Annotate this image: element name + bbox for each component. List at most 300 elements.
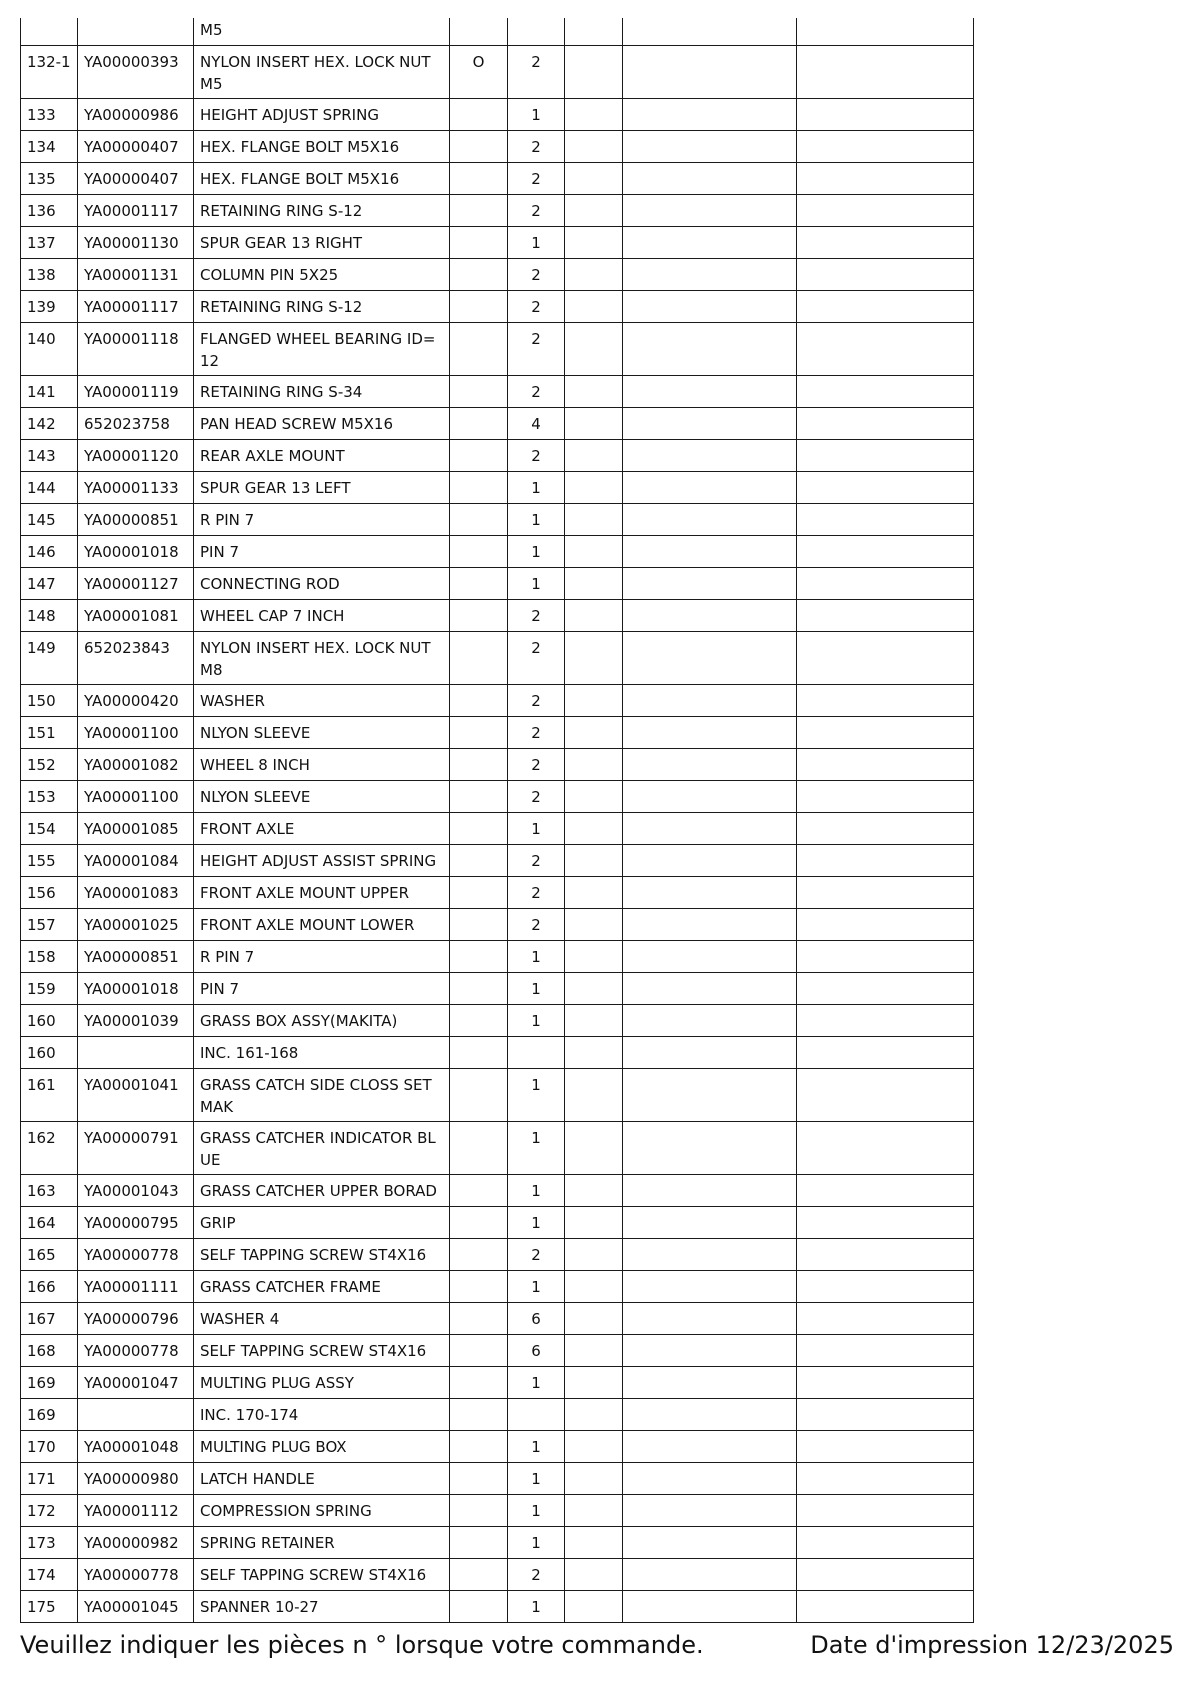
blank-cell-7 xyxy=(623,1494,797,1526)
quantity-cell: 1 xyxy=(508,1590,565,1622)
part-code-cell: YA00001118 xyxy=(78,322,194,375)
blank-cell-7 xyxy=(623,1590,797,1622)
blank-cell-6 xyxy=(565,439,623,471)
mark-cell xyxy=(450,1334,508,1366)
mark-cell xyxy=(450,1270,508,1302)
part-code-cell: YA00000982 xyxy=(78,1526,194,1558)
description-cell: SELF TAPPING SCREW ST4X16 xyxy=(194,1238,450,1270)
part-number-cell: 172 xyxy=(21,1494,78,1526)
table-row xyxy=(21,684,974,716)
description-cell: PIN 7 xyxy=(194,535,450,567)
blank-cell-8 xyxy=(797,1430,974,1462)
blank-cell-6 xyxy=(565,1302,623,1334)
quantity-cell: 2 xyxy=(508,162,565,194)
table-row xyxy=(21,1334,974,1366)
part-number-cell: 134 xyxy=(21,130,78,162)
blank-cell-7 xyxy=(623,226,797,258)
blank-cell-8 xyxy=(797,1398,974,1430)
table-row xyxy=(21,716,974,748)
blank-cell-7 xyxy=(623,375,797,407)
part-code-cell: YA00001025 xyxy=(78,908,194,940)
table-row xyxy=(21,1494,974,1526)
blank-cell-6 xyxy=(565,407,623,439)
part-code-cell: YA00000393 xyxy=(78,45,194,98)
mark-cell xyxy=(450,535,508,567)
quantity-cell: 2 xyxy=(508,599,565,631)
blank-cell-8 xyxy=(797,290,974,322)
parts-table xyxy=(20,18,974,1623)
part-code-cell: YA00001084 xyxy=(78,844,194,876)
table-row xyxy=(21,45,974,98)
part-code-cell: 652023758 xyxy=(78,407,194,439)
part-number-cell: 148 xyxy=(21,599,78,631)
part-code-cell: YA00000795 xyxy=(78,1206,194,1238)
part-number-cell: 145 xyxy=(21,503,78,535)
blank-cell-8 xyxy=(797,567,974,599)
blank-cell-8 xyxy=(797,599,974,631)
table-row xyxy=(21,535,974,567)
description-cell: INC. 170-174 xyxy=(194,1398,450,1430)
mark-cell xyxy=(450,1036,508,1068)
quantity-cell: 2 xyxy=(508,748,565,780)
table-row xyxy=(21,748,974,780)
description-cell: SPANNER 10-27 xyxy=(194,1590,450,1622)
table-row xyxy=(21,908,974,940)
description-cell: GRASS CATCHER INDICATOR BLUE xyxy=(194,1121,450,1174)
blank-cell-8 xyxy=(797,226,974,258)
blank-cell-8 xyxy=(797,1302,974,1334)
part-code-cell: YA00001045 xyxy=(78,1590,194,1622)
blank-cell-7 xyxy=(623,1558,797,1590)
part-number-cell: 142 xyxy=(21,407,78,439)
part-number-cell: 162 xyxy=(21,1121,78,1174)
mark-cell xyxy=(450,567,508,599)
blank-cell-6 xyxy=(565,940,623,972)
mark-cell xyxy=(450,439,508,471)
part-code-cell: YA00001047 xyxy=(78,1366,194,1398)
table-row xyxy=(21,1590,974,1622)
blank-cell-8 xyxy=(797,716,974,748)
blank-cell-8 xyxy=(797,130,974,162)
mark-cell xyxy=(450,631,508,684)
mark-cell xyxy=(450,716,508,748)
part-code-cell: YA00000851 xyxy=(78,503,194,535)
blank-cell-6 xyxy=(565,503,623,535)
mark-cell xyxy=(450,1004,508,1036)
part-code-cell: YA00000778 xyxy=(78,1558,194,1590)
blank-cell-8 xyxy=(797,439,974,471)
description-cell: MULTING PLUG ASSY xyxy=(194,1366,450,1398)
quantity-cell: 1 xyxy=(508,1004,565,1036)
part-code-cell: YA00001120 xyxy=(78,439,194,471)
blank-cell-6 xyxy=(565,908,623,940)
blank-cell-6 xyxy=(565,780,623,812)
blank-cell-7 xyxy=(623,535,797,567)
part-number-cell: 139 xyxy=(21,290,78,322)
blank-cell-6 xyxy=(565,1526,623,1558)
part-number-cell: 157 xyxy=(21,908,78,940)
blank-cell-8 xyxy=(797,812,974,844)
part-code-cell: YA00000986 xyxy=(78,98,194,130)
quantity-cell: 1 xyxy=(508,972,565,1004)
table-row xyxy=(21,940,974,972)
table-row xyxy=(21,194,974,226)
part-code-cell: YA00001048 xyxy=(78,1430,194,1462)
description-cell: LATCH HANDLE xyxy=(194,1462,450,1494)
description-cell: SELF TAPPING SCREW ST4X16 xyxy=(194,1334,450,1366)
mark-cell xyxy=(450,1174,508,1206)
quantity-cell xyxy=(508,1036,565,1068)
part-number-cell: 161 xyxy=(21,1068,78,1121)
table-row xyxy=(21,1430,974,1462)
part-code-cell: YA00001117 xyxy=(78,194,194,226)
blank-cell-8 xyxy=(797,162,974,194)
quantity-cell: 2 xyxy=(508,1558,565,1590)
mark-cell xyxy=(450,844,508,876)
part-number-cell: 175 xyxy=(21,1590,78,1622)
mark-cell xyxy=(450,1238,508,1270)
part-number-cell: 144 xyxy=(21,471,78,503)
blank-cell-6 xyxy=(565,290,623,322)
table-row xyxy=(21,1036,974,1068)
blank-cell-7 xyxy=(623,1334,797,1366)
description-cell: INC. 161-168 xyxy=(194,1036,450,1068)
table-row xyxy=(21,18,974,45)
blank-cell-6 xyxy=(565,599,623,631)
description-cell: M5 xyxy=(194,18,450,45)
part-code-cell xyxy=(78,1036,194,1068)
part-number-cell: 173 xyxy=(21,1526,78,1558)
part-code-cell: YA00001081 xyxy=(78,599,194,631)
blank-cell-7 xyxy=(623,439,797,471)
blank-cell-6 xyxy=(565,1036,623,1068)
blank-cell-7 xyxy=(623,1430,797,1462)
quantity-cell: 2 xyxy=(508,130,565,162)
part-number-cell: 152 xyxy=(21,748,78,780)
mark-cell xyxy=(450,1206,508,1238)
quantity-cell: 1 xyxy=(508,1068,565,1121)
blank-cell-8 xyxy=(797,1558,974,1590)
part-code-cell: YA00001119 xyxy=(78,375,194,407)
blank-cell-7 xyxy=(623,1036,797,1068)
description-cell: NYLON INSERT HEX. LOCK NUT M5 xyxy=(194,45,450,98)
blank-cell-8 xyxy=(797,503,974,535)
part-number-cell: 133 xyxy=(21,98,78,130)
table-row xyxy=(21,375,974,407)
blank-cell-6 xyxy=(565,1004,623,1036)
part-number-cell: 174 xyxy=(21,1558,78,1590)
description-cell: CONNECTING ROD xyxy=(194,567,450,599)
description-cell: SELF TAPPING SCREW ST4X16 xyxy=(194,1558,450,1590)
blank-cell-7 xyxy=(623,1302,797,1334)
description-cell: HEX. FLANGE BOLT M5X16 xyxy=(194,130,450,162)
description-cell: GRASS CATCHER UPPER BORAD xyxy=(194,1174,450,1206)
table-row xyxy=(21,1270,974,1302)
quantity-cell: 2 xyxy=(508,194,565,226)
part-number-cell: 136 xyxy=(21,194,78,226)
description-cell: PIN 7 xyxy=(194,972,450,1004)
blank-cell-6 xyxy=(565,226,623,258)
blank-cell-8 xyxy=(797,1238,974,1270)
description-cell: WHEEL 8 INCH xyxy=(194,748,450,780)
blank-cell-7 xyxy=(623,716,797,748)
description-cell: R PIN 7 xyxy=(194,940,450,972)
description-cell: SPUR GEAR 13 RIGHT xyxy=(194,226,450,258)
description-cell: RETAINING RING S-12 xyxy=(194,290,450,322)
mark-cell xyxy=(450,1068,508,1121)
description-cell: NYLON INSERT HEX. LOCK NUT M8 xyxy=(194,631,450,684)
blank-cell-7 xyxy=(623,322,797,375)
quantity-cell xyxy=(508,18,565,45)
table-row xyxy=(21,972,974,1004)
part-code-cell: YA00001100 xyxy=(78,716,194,748)
order-instruction-note: Veuillez indiquer les pièces n ° lorsque votre commande. xyxy=(20,1631,704,1659)
description-cell: WASHER xyxy=(194,684,450,716)
table-row xyxy=(21,1398,974,1430)
blank-cell-6 xyxy=(565,876,623,908)
description-cell: WHEEL CAP 7 INCH xyxy=(194,599,450,631)
table-row xyxy=(21,1526,974,1558)
table-row xyxy=(21,1206,974,1238)
table-row xyxy=(21,1238,974,1270)
blank-cell-8 xyxy=(797,1036,974,1068)
part-number-cell: 159 xyxy=(21,972,78,1004)
table-row xyxy=(21,226,974,258)
blank-cell-8 xyxy=(797,535,974,567)
blank-cell-6 xyxy=(565,45,623,98)
blank-cell-8 xyxy=(797,780,974,812)
part-number-cell: 147 xyxy=(21,567,78,599)
quantity-cell: 2 xyxy=(508,375,565,407)
part-number-cell: 151 xyxy=(21,716,78,748)
part-code-cell: YA00001127 xyxy=(78,567,194,599)
description-cell: R PIN 7 xyxy=(194,503,450,535)
part-code-cell: 652023843 xyxy=(78,631,194,684)
quantity-cell: 2 xyxy=(508,322,565,375)
blank-cell-8 xyxy=(797,18,974,45)
blank-cell-6 xyxy=(565,631,623,684)
blank-cell-6 xyxy=(565,1068,623,1121)
description-cell: GRASS CATCH SIDE CLOSS SET MAK xyxy=(194,1068,450,1121)
blank-cell-8 xyxy=(797,1121,974,1174)
part-code-cell: YA00000851 xyxy=(78,940,194,972)
blank-cell-6 xyxy=(565,1121,623,1174)
blank-cell-6 xyxy=(565,322,623,375)
blank-cell-8 xyxy=(797,471,974,503)
blank-cell-6 xyxy=(565,684,623,716)
mark-cell xyxy=(450,226,508,258)
blank-cell-7 xyxy=(623,599,797,631)
part-code-cell: YA00001041 xyxy=(78,1068,194,1121)
blank-cell-7 xyxy=(623,972,797,1004)
blank-cell-8 xyxy=(797,1068,974,1121)
blank-cell-6 xyxy=(565,535,623,567)
blank-cell-7 xyxy=(623,1004,797,1036)
parts-table-body xyxy=(21,18,974,1622)
mark-cell xyxy=(450,1302,508,1334)
blank-cell-7 xyxy=(623,631,797,684)
mark-cell xyxy=(450,1590,508,1622)
part-number-cell: 155 xyxy=(21,844,78,876)
blank-cell-8 xyxy=(797,1494,974,1526)
description-cell: SPRING RETAINER xyxy=(194,1526,450,1558)
part-code-cell xyxy=(78,18,194,45)
blank-cell-8 xyxy=(797,1206,974,1238)
mark-cell xyxy=(450,1526,508,1558)
table-row xyxy=(21,1462,974,1494)
blank-cell-7 xyxy=(623,908,797,940)
blank-cell-6 xyxy=(565,1558,623,1590)
quantity-cell: 1 xyxy=(508,940,565,972)
mark-cell xyxy=(450,375,508,407)
mark-cell xyxy=(450,130,508,162)
blank-cell-6 xyxy=(565,18,623,45)
blank-cell-8 xyxy=(797,45,974,98)
blank-cell-8 xyxy=(797,258,974,290)
blank-cell-6 xyxy=(565,1206,623,1238)
blank-cell-6 xyxy=(565,1174,623,1206)
blank-cell-8 xyxy=(797,1366,974,1398)
mark-cell xyxy=(450,503,508,535)
table-row xyxy=(21,1174,974,1206)
blank-cell-7 xyxy=(623,1462,797,1494)
blank-cell-7 xyxy=(623,567,797,599)
quantity-cell: 4 xyxy=(508,407,565,439)
mark-cell xyxy=(450,290,508,322)
mark-cell xyxy=(450,599,508,631)
part-number-cell: 158 xyxy=(21,940,78,972)
table-row xyxy=(21,471,974,503)
blank-cell-8 xyxy=(797,1174,974,1206)
blank-cell-7 xyxy=(623,1398,797,1430)
blank-cell-6 xyxy=(565,130,623,162)
blank-cell-6 xyxy=(565,1494,623,1526)
quantity-cell: 2 xyxy=(508,780,565,812)
blank-cell-8 xyxy=(797,908,974,940)
mark-cell xyxy=(450,407,508,439)
mark-cell xyxy=(450,1366,508,1398)
blank-cell-7 xyxy=(623,1174,797,1206)
quantity-cell: 1 xyxy=(508,471,565,503)
blank-cell-8 xyxy=(797,1462,974,1494)
part-number-cell: 164 xyxy=(21,1206,78,1238)
part-code-cell: YA00001018 xyxy=(78,972,194,1004)
blank-cell-6 xyxy=(565,812,623,844)
table-row xyxy=(21,503,974,535)
blank-cell-7 xyxy=(623,684,797,716)
blank-cell-6 xyxy=(565,1430,623,1462)
description-cell: FRONT AXLE xyxy=(194,812,450,844)
part-code-cell: YA00000420 xyxy=(78,684,194,716)
table-row xyxy=(21,258,974,290)
part-number-cell: 141 xyxy=(21,375,78,407)
description-cell: GRASS BOX ASSY(MAKITA) xyxy=(194,1004,450,1036)
blank-cell-7 xyxy=(623,471,797,503)
quantity-cell: 1 xyxy=(508,567,565,599)
part-number-cell: 143 xyxy=(21,439,78,471)
mark-cell xyxy=(450,471,508,503)
blank-cell-7 xyxy=(623,258,797,290)
table-row xyxy=(21,1302,974,1334)
blank-cell-7 xyxy=(623,748,797,780)
mark-cell xyxy=(450,876,508,908)
description-cell: RETAINING RING S-34 xyxy=(194,375,450,407)
quantity-cell: 2 xyxy=(508,844,565,876)
blank-cell-8 xyxy=(797,940,974,972)
blank-cell-6 xyxy=(565,748,623,780)
table-row xyxy=(21,1121,974,1174)
part-code-cell: YA00001100 xyxy=(78,780,194,812)
table-row xyxy=(21,876,974,908)
table-row xyxy=(21,567,974,599)
description-cell: NLYON SLEEVE xyxy=(194,780,450,812)
blank-cell-7 xyxy=(623,503,797,535)
part-number-cell: 135 xyxy=(21,162,78,194)
blank-cell-7 xyxy=(623,940,797,972)
description-cell: GRIP xyxy=(194,1206,450,1238)
mark-cell xyxy=(450,18,508,45)
blank-cell-7 xyxy=(623,98,797,130)
part-number-cell: 171 xyxy=(21,1462,78,1494)
blank-cell-6 xyxy=(565,844,623,876)
part-code-cell: YA00001133 xyxy=(78,471,194,503)
blank-cell-6 xyxy=(565,1334,623,1366)
table-row xyxy=(21,844,974,876)
blank-cell-8 xyxy=(797,322,974,375)
quantity-cell: 2 xyxy=(508,439,565,471)
blank-cell-7 xyxy=(623,130,797,162)
table-row xyxy=(21,162,974,194)
quantity-cell: 2 xyxy=(508,1238,565,1270)
part-number-cell: 146 xyxy=(21,535,78,567)
blank-cell-6 xyxy=(565,375,623,407)
quantity-cell xyxy=(508,1398,565,1430)
table-row xyxy=(21,812,974,844)
mark-cell xyxy=(450,780,508,812)
table-row xyxy=(21,1068,974,1121)
quantity-cell: 2 xyxy=(508,290,565,322)
blank-cell-6 xyxy=(565,1590,623,1622)
quantity-cell: 2 xyxy=(508,908,565,940)
quantity-cell: 1 xyxy=(508,812,565,844)
quantity-cell: 2 xyxy=(508,716,565,748)
table-row xyxy=(21,1366,974,1398)
blank-cell-6 xyxy=(565,258,623,290)
mark-cell xyxy=(450,162,508,194)
quantity-cell: 1 xyxy=(508,535,565,567)
table-row xyxy=(21,98,974,130)
mark-cell xyxy=(450,812,508,844)
part-number-cell: 137 xyxy=(21,226,78,258)
blank-cell-6 xyxy=(565,1238,623,1270)
blank-cell-8 xyxy=(797,375,974,407)
part-code-cell: YA00001039 xyxy=(78,1004,194,1036)
blank-cell-6 xyxy=(565,716,623,748)
mark-cell xyxy=(450,1462,508,1494)
blank-cell-7 xyxy=(623,780,797,812)
part-number-cell: 150 xyxy=(21,684,78,716)
quantity-cell: 1 xyxy=(508,1430,565,1462)
blank-cell-6 xyxy=(565,1398,623,1430)
mark-cell: O xyxy=(450,45,508,98)
description-cell: FRONT AXLE MOUNT UPPER xyxy=(194,876,450,908)
mark-cell xyxy=(450,194,508,226)
mark-cell xyxy=(450,1398,508,1430)
blank-cell-7 xyxy=(623,194,797,226)
part-number-cell: 153 xyxy=(21,780,78,812)
part-number-cell: 132-1 xyxy=(21,45,78,98)
table-row xyxy=(21,322,974,375)
